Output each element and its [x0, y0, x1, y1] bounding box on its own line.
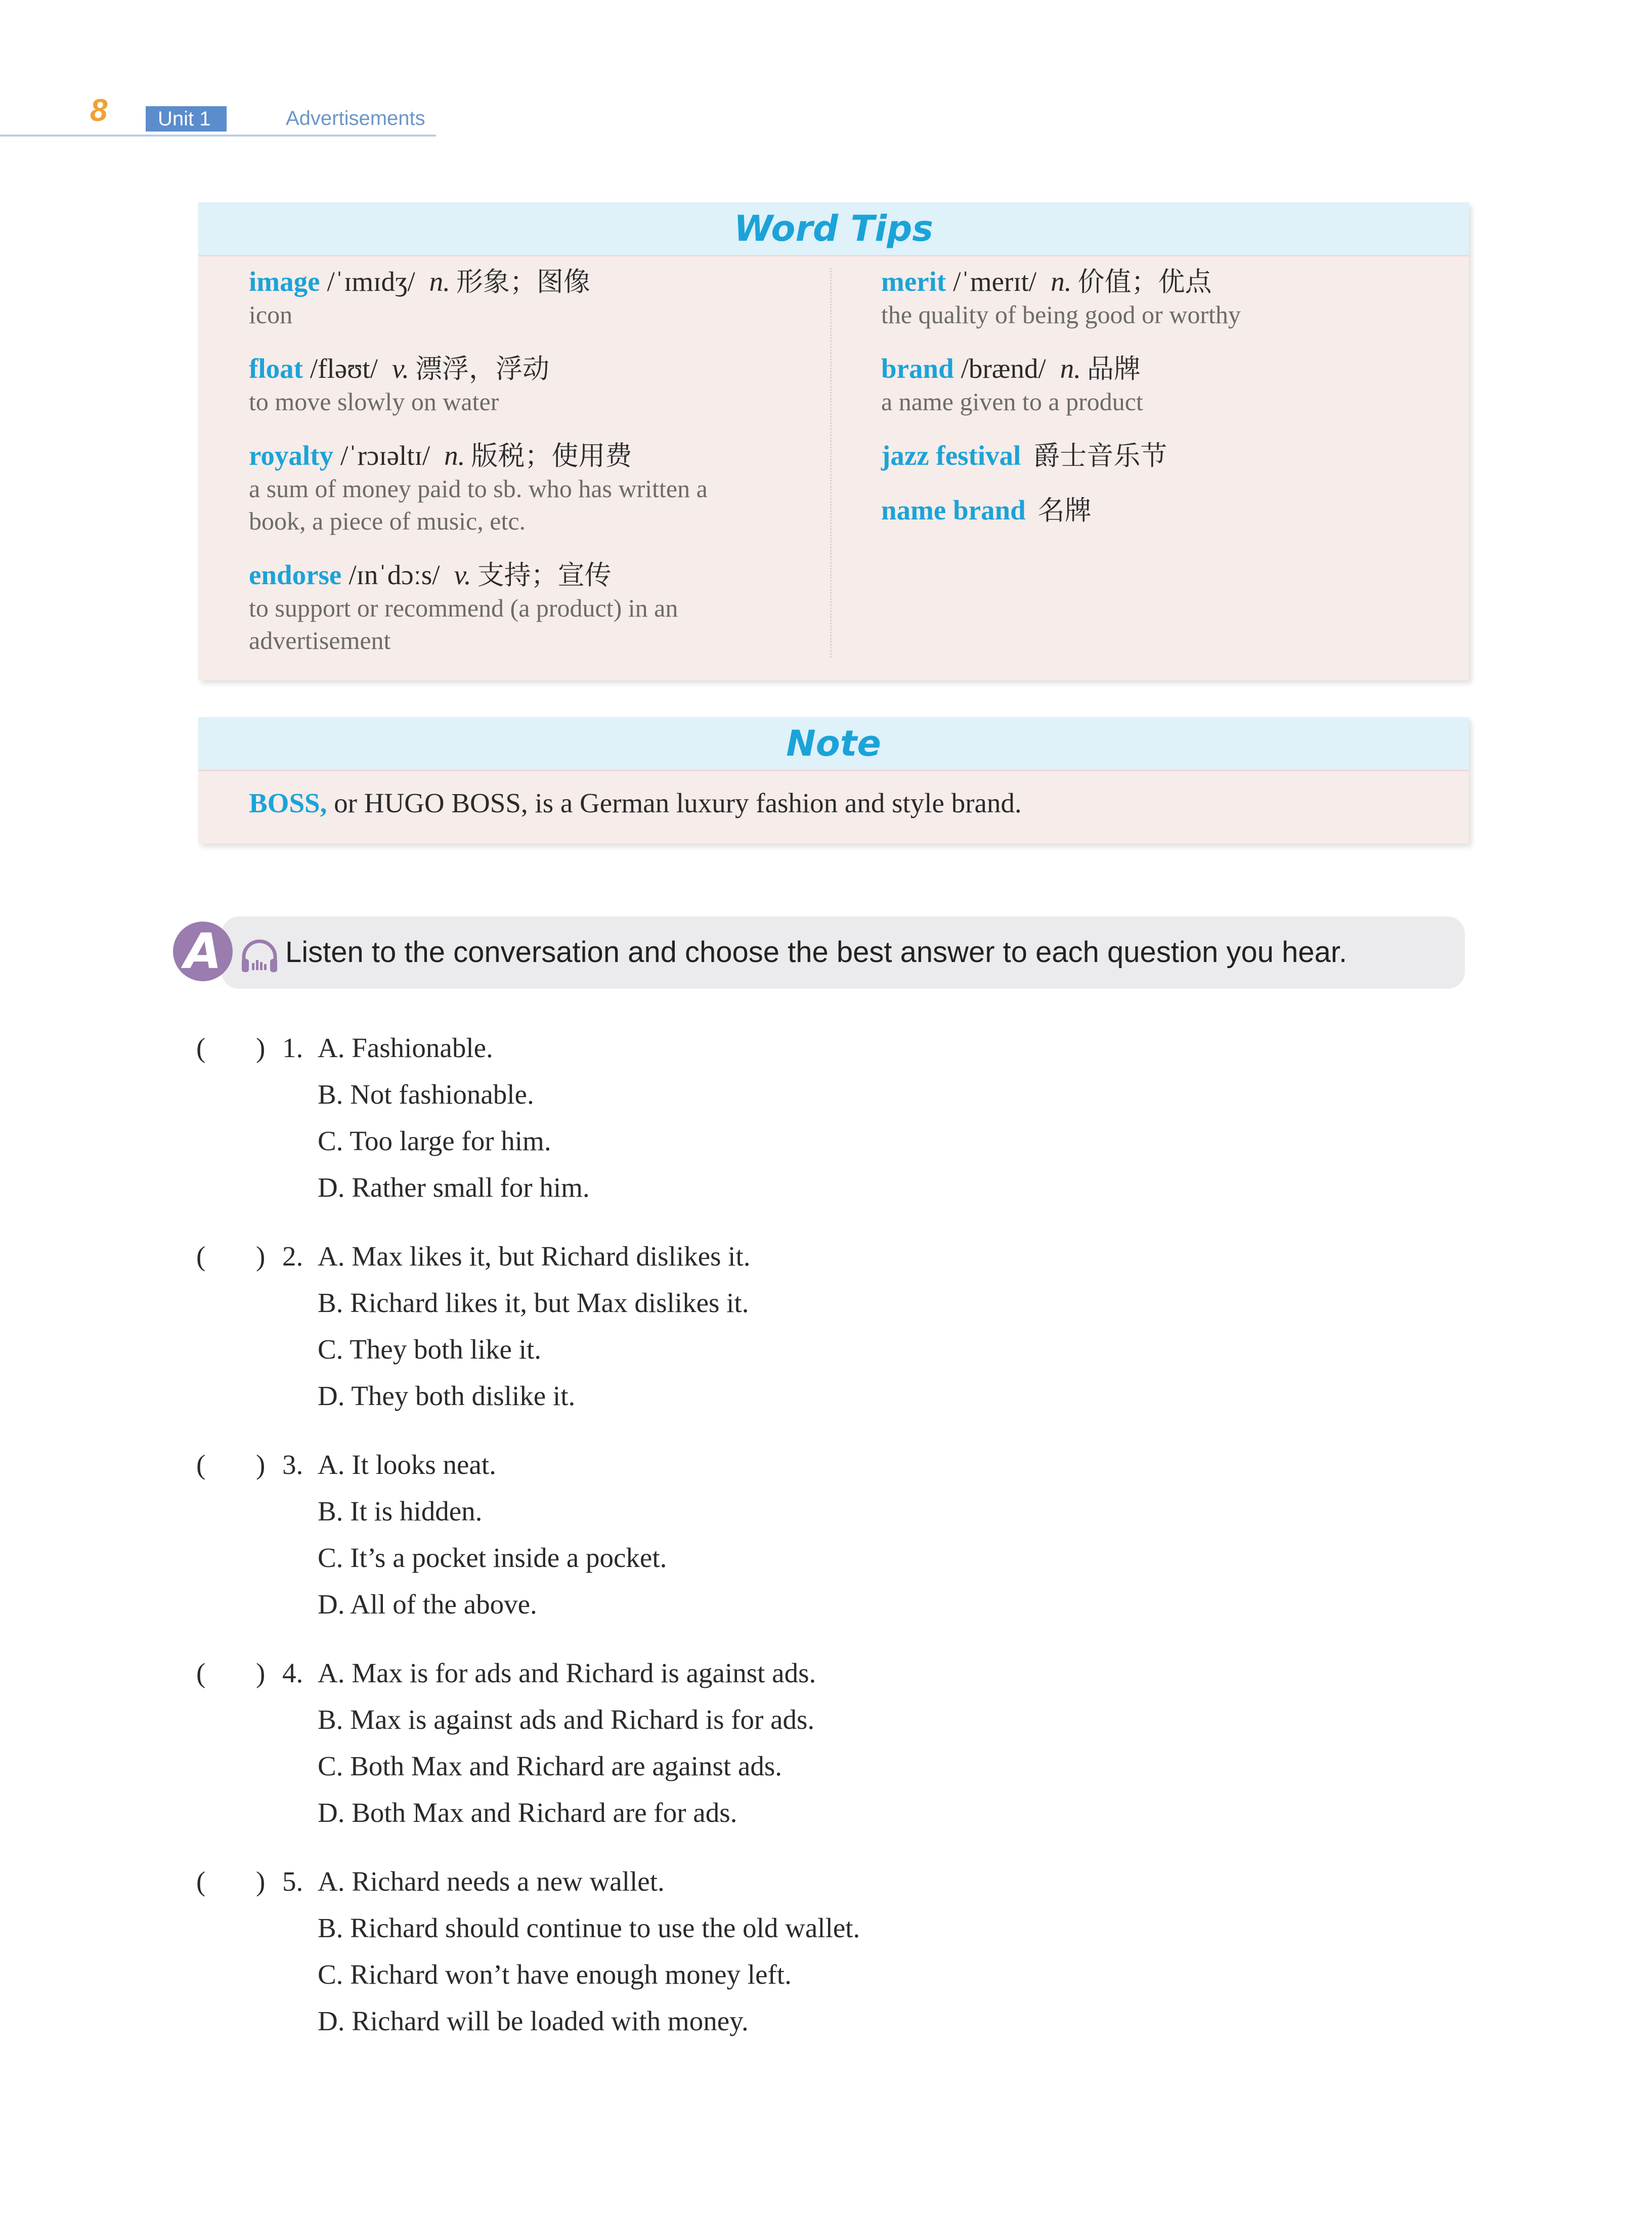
definition: a sum of money paid to sb. who has written a [249, 474, 708, 503]
instruction-text: Listen to the conversation and choose the best answer to each question you hear. [285, 936, 1347, 969]
option-b: B. Max is against ads and Richard is for ads. [318, 1704, 815, 1735]
word-entry [249, 440, 831, 559]
option-b: B. Richard should continue to use the old wallet. [318, 1912, 860, 1943]
chinese-meaning: 品牌 [1087, 354, 1141, 384]
option-d: D. All of the above. [318, 1589, 537, 1620]
chinese-meaning: 支持；宣传 [477, 560, 612, 591]
word-entry [249, 266, 831, 353]
question-number: 3. [282, 1449, 303, 1480]
question-number: 1. [282, 1032, 303, 1063]
chinese-meaning: 版税；使用费 [471, 441, 632, 471]
question-number: 5. [282, 1866, 303, 1897]
note-text [249, 787, 1022, 819]
headword: jazz festival [881, 440, 1021, 471]
question-number: 2. [282, 1241, 303, 1272]
option-c: C. Richard won’t have enough money left. [318, 1959, 792, 1990]
option-a: A. Richard needs a new wallet. [318, 1866, 665, 1897]
headword: name brand [881, 495, 1026, 526]
option-c: C. It’s a pocket inside a pocket. [318, 1542, 667, 1573]
definition: advertisement [249, 626, 391, 655]
definition: to move slowly on water [249, 387, 499, 416]
answer-blank-close: ) [256, 1866, 266, 1897]
word-tips-title: Word Tips [198, 202, 1469, 256]
option-a: A. Fashionable. [318, 1032, 493, 1063]
word-entry [881, 353, 1438, 440]
part-of-speech: v. [454, 559, 471, 590]
definition: to support or recommend (a product) in an [249, 594, 678, 622]
option-c: C. Both Max and Richard are against ads. [318, 1751, 782, 1781]
headword: royalty [249, 440, 334, 471]
option-a: A. It looks neat. [318, 1449, 496, 1480]
chinese-meaning: 漂浮，浮动 [415, 354, 550, 384]
page-number: 8 [90, 93, 108, 128]
pronunciation: /ˈmerɪt/ [953, 266, 1037, 297]
answer-blank-open: ( [196, 1657, 206, 1688]
word-entry [249, 559, 831, 657]
option-d: D. Both Max and Richard are for ads. [318, 1797, 737, 1828]
chinese-meaning: 价值；优点 [1077, 267, 1212, 297]
option-a: A. Max likes it, but Richard dislikes it. [318, 1241, 751, 1272]
answer-blank-open: ( [196, 1449, 206, 1480]
question-number: 4. [282, 1657, 303, 1688]
definition: book, a piece of music, etc. [249, 507, 526, 535]
word-tips-box [198, 202, 1469, 680]
headword: endorse [249, 559, 342, 590]
answer-blank-open: ( [196, 1032, 206, 1063]
option-a: A. Max is for ads and Richard is against ads. [318, 1657, 816, 1688]
part-of-speech: n. [444, 440, 465, 471]
unit-label: Unit 1 [146, 106, 227, 132]
chinese-meaning: 爵士音乐节 [1033, 441, 1167, 471]
running-header [0, 0, 455, 142]
pronunciation: /ˈɪmɪdʒ/ [327, 266, 415, 297]
header-rule [0, 135, 436, 137]
answer-blank-open: ( [196, 1866, 206, 1897]
note-body: or HUGO BOSS, is a German luxury fashion and style brand. [327, 788, 1022, 818]
part-of-speech: n. [1060, 353, 1081, 384]
part-of-speech: v. [392, 353, 410, 384]
pronunciation: /brænd/ [961, 353, 1046, 384]
option-d: D. Richard will be loaded with money. [318, 2005, 749, 2036]
note-box [198, 717, 1469, 844]
part-of-speech: n. [429, 266, 450, 297]
headword: merit [881, 266, 946, 297]
headword: brand [881, 353, 954, 384]
answer-blank-close: ) [256, 1241, 266, 1272]
option-d: D. They both dislike it. [318, 1380, 576, 1411]
option-c: C. They both like it. [318, 1334, 542, 1365]
option-d: D. Rather small for him. [318, 1172, 590, 1203]
word-entry [249, 353, 831, 440]
word-entry [881, 440, 1438, 494]
definition: icon [249, 300, 293, 329]
answer-blank-close: ) [256, 1449, 266, 1480]
pronunciation: /fləʊt/ [310, 353, 378, 384]
option-c: C. Too large for him. [318, 1125, 551, 1156]
definition: a name given to a product [881, 387, 1143, 416]
option-b: B. Not fashionable. [318, 1079, 534, 1110]
chinese-meaning: 名牌 [1037, 495, 1092, 526]
pronunciation: /ɪnˈdɔːs/ [349, 559, 440, 590]
word-entry [881, 266, 1438, 353]
note-headword: BOSS, [249, 788, 327, 818]
part-of-speech: n. [1051, 266, 1072, 297]
headword: image [249, 266, 320, 297]
note-title: Note [198, 717, 1469, 771]
option-b: B. It is hidden. [318, 1496, 483, 1526]
word-tips-right-column [881, 266, 1438, 527]
section-badge: A [173, 922, 233, 981]
headphones-icon [240, 938, 279, 974]
word-entry [881, 494, 1438, 527]
answer-blank-close: ) [256, 1032, 266, 1063]
word-tips-left-column [249, 266, 831, 657]
unit-title: Advertisements [286, 107, 425, 129]
chinese-meaning: 形象；图像 [456, 267, 590, 297]
headword: float [249, 353, 303, 384]
pronunciation: /ˈrɔɪəltɪ/ [340, 440, 430, 471]
answer-blank-open: ( [196, 1241, 206, 1272]
answer-blank-close: ) [256, 1657, 266, 1688]
option-b: B. Richard likes it, but Max dislikes it. [318, 1287, 749, 1318]
definition: the quality of being good or worthy [881, 300, 1241, 329]
